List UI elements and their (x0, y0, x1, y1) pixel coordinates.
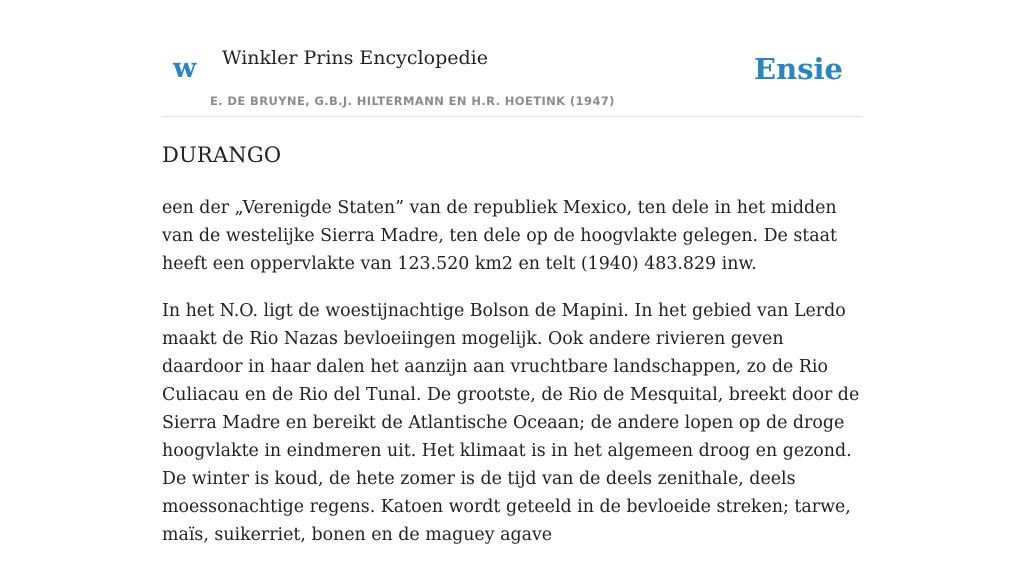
site-title[interactable]: Winkler Prins Encyclopedie (222, 47, 488, 69)
entry-title: DURANGO (162, 143, 282, 167)
article (162, 138, 862, 568)
logo-w-icon[interactable]: w (173, 53, 197, 84)
site-header (162, 0, 862, 117)
article-paragraph: In het N.O. ligt de woestijnachtige Bolson de Mapini. In het gebied van Lerdo maakt de Rio Nazas bevloeiingen mogelijk. Ook andere rivieren geven daardoor in haar dalen het aanzijn aan vruchtbare landschappen, zo de Rio Culiacau en de Rio del Tunal. De grootste, de Rio de Mesquital, breekt door de Sierra Madre en bereikt de Atlantische Oceaan; de andere lopen op de droge hoogvlakte in eindmeren uit. Het klimaat is in het algemeen droog en gezond. De winter is koud, de hete zomer is de tijd van de deels zenithale, deels moessonachtige regens. Katoen wordt geteeld in de bevloeide streken; tarwe, maïs, suikerriet, bonen en de maguey agave (162, 301, 860, 545)
article-paragraph: een der „Verenigde Staten” van de republiek Mexico, ten dele in het midden van de westelijke Sierra Madre, ten dele op de hoogvlakte gelegen. De staat heeft een oppervlakte van 123.520 km2 en telt (1940) 483.829 inw. (162, 198, 838, 274)
ensie-logo[interactable]: Ensie (754, 52, 843, 86)
authors-line: E. DE BRUYNE, G.B.J. HILTERMANN EN H.R. HOETINK (1947) (210, 94, 615, 108)
